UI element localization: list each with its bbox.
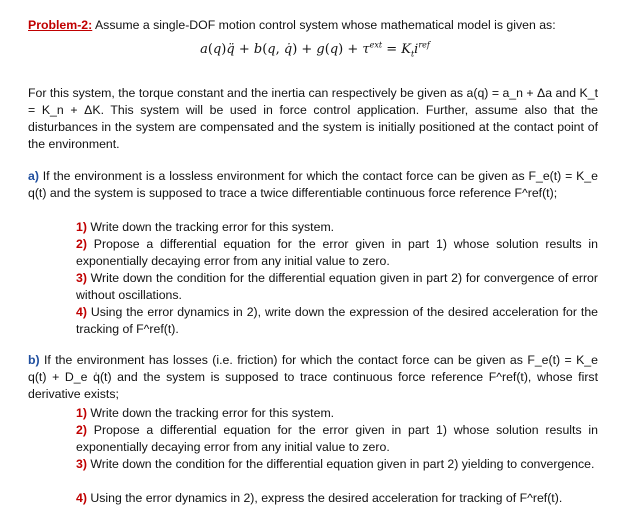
part-a-line-3: reference F^ref(t); [459, 186, 558, 200]
part-b-item-1 [76, 405, 598, 422]
part-b-line-1: If the environment has losses (i.e. friction) for which the contact force can be given as F_e(t) = [44, 353, 572, 367]
system-paragraph [28, 85, 598, 153]
part-a-item-1 [76, 219, 598, 236]
part-b-item-4 [76, 490, 598, 507]
part-a-item-3 [76, 270, 598, 304]
part-a-statement [28, 168, 598, 202]
part-a-label: a) [28, 169, 39, 183]
item-number: 2) [76, 237, 87, 251]
part-b-statement [28, 352, 598, 403]
part-a-line-2: F_e(t) = K_e q(t) and the system is supposed to trace a twice differentiable continuous force [28, 169, 598, 200]
item-text: Write down the condition for the differential equation given in part 2) yielding to convergence. [90, 457, 595, 471]
problem-label: Problem-2: [28, 18, 93, 32]
item-number: 3) [76, 271, 87, 285]
part-b-line-3: first derivative exists; [28, 370, 598, 401]
part-b-label: b) [28, 353, 40, 367]
item-number: 2) [76, 423, 87, 437]
problem-heading [28, 17, 608, 34]
part-a-line-1: If the environment is a lossless environment for which the contact force can be given as [42, 169, 525, 183]
item-text: Write down the tracking error for this system. [90, 406, 335, 420]
motion-equation: a(q)q̈ + b(q, q̇) + $g(q) + \tau^{ext} = K_ti^{ref}$ [200, 40, 430, 59]
part-b-item-2 [76, 422, 598, 456]
item-number: 1) [76, 220, 87, 234]
item-text: Write down the tracking error for this system. [90, 220, 335, 234]
item-number: 1) [76, 406, 87, 420]
paragraph-line-2: K_t = K_n + ΔK. This system will be used in force control application. Further, assume also that the [28, 86, 598, 117]
paragraph-line-1: For this system, the torque constant and the inertia can respectively be given as a(q) = a_n + Δa and [28, 86, 577, 100]
item-number: 3) [76, 457, 87, 471]
item-text: Propose a differential equation for the error given in part 1) whose solution results in exponentially decaying error from any initial value to zero. [76, 423, 598, 454]
item-number: 4) [76, 491, 87, 505]
problem-intro: Assume a single-DOF motion control system whose mathematical model is given as: [94, 18, 556, 32]
item-text: Using the error dynamics in 2), express the desired acceleration for tracking of F^ref(t). [90, 491, 563, 505]
item-text: Using the error dynamics in 2), write down the expression of the desired acceleration for the tracking of F^ref(t). [76, 305, 598, 336]
part-b-item-3 [76, 456, 598, 473]
part-a-item-4 [76, 304, 598, 338]
paragraph-line-4: point of the environment. [28, 120, 598, 151]
item-text: Write down the condition for the differential equation given in part 2) for convergence of error without oscillations. [76, 271, 598, 302]
item-number: 4) [76, 305, 87, 319]
part-a-item-2 [76, 236, 598, 270]
part-b-line-2: K_e q(t) + D_e q̇(t) and the system is supposed to trace continuous force reference F^ref(t), whose [28, 353, 598, 384]
paragraph-line-3: disturbances in the system are compensated and the system is initially positioned at the contact [28, 120, 554, 134]
item-text: Propose a differential equation for the error given in part 1) whose solution results in exponentially decaying error from any initial value to zero. [76, 237, 598, 268]
